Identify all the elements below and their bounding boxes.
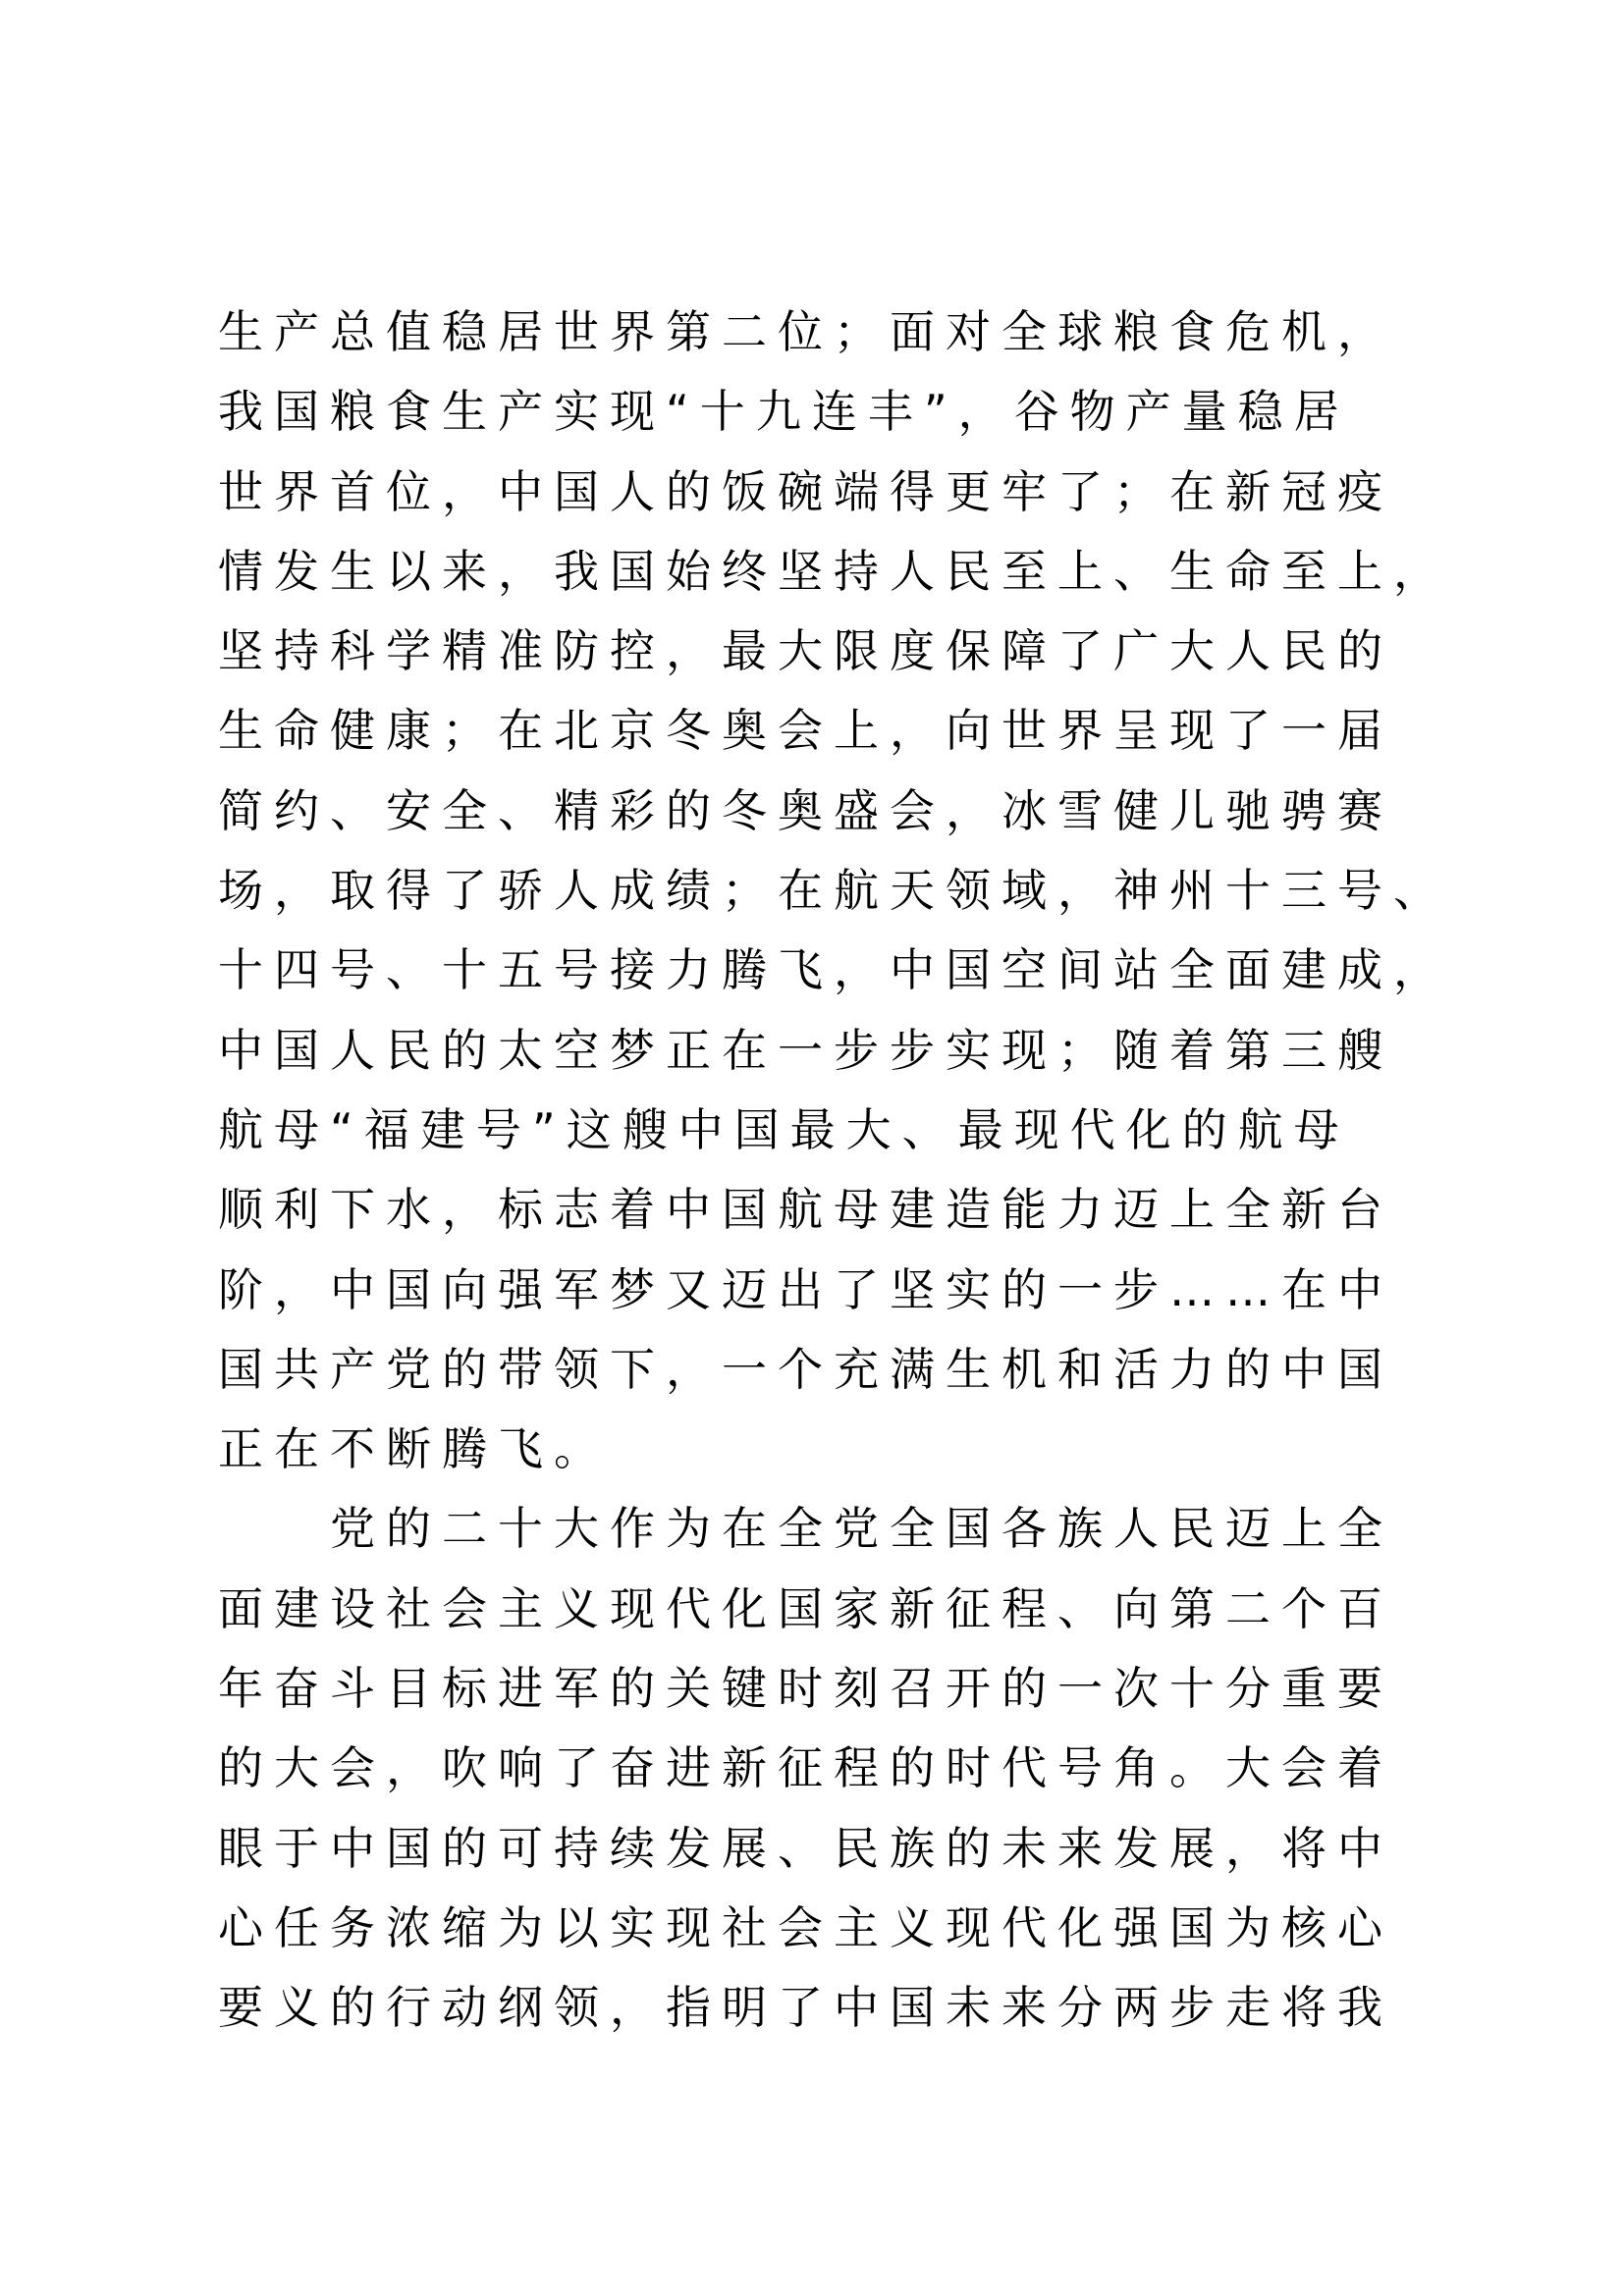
text-line: 生产总值稳居世界第二位；面对全球粮食危机， [218,305,1393,358]
text-line: 我国粮食生产实现“十九连丰”，谷物产量稳居 [218,385,1350,439]
text-line: 坚持科学精准防控，最大限度保障了广大人民的 [218,624,1393,678]
text-line: 场，取得了骄人成绩；在航天领域，神州十三号、 [218,864,1449,918]
text-line: 国共产党的带领下，一个充满生机和活力的中国 [218,1342,1393,1396]
text-line: 顺利下水，标志着中国航母建造能力迈上全新台 [218,1183,1393,1237]
text-line: 生命健康；在北京冬奥会上，向世界呈现了一届 [218,704,1393,758]
text-line: 情发生以来，我国始终坚持人民至上、生命至上， [218,544,1449,598]
paragraph-first-line: 党的二十大作为在全党全国各族人民迈上全 [330,1502,1393,1556]
body-text [218,293,1449,2049]
text-line: 眼于中国的可持续发展、民族的未来发展，将中 [218,1821,1393,1875]
text-line: 的大会，吹响了奋进新征程的时代号角。大会着 [218,1741,1393,1795]
text-line: 正在不断腾飞。 [218,1422,610,1476]
text-line: 阶，中国向强军梦又迈出了坚实的一步……在中 [218,1262,1393,1316]
text-line: 中国人民的太空梦正在一步步实现；随着第三艘 [218,1023,1393,1077]
text-line: 十四号、十五号接力腾飞，中国空间站全面建成， [218,943,1449,997]
text-line: 面建设社会主义现代化国家新征程、向第二个百 [218,1581,1393,1635]
text-line: 简约、安全、精彩的冬奥盛会，冰雪健儿驰骋赛 [218,783,1393,837]
text-line: 航母“福建号”这艘中国最大、最现代化的航母 [218,1102,1350,1156]
text-line: 世界首位，中国人的饭碗端得更牢了；在新冠疫 [218,464,1393,518]
text-line: 心任务浓缩为以实现社会主义现代化强国为核心 [218,1900,1393,1954]
text-line: 要义的行动纲领，指明了中国未来分两步走将我 [218,1981,1393,2035]
text-line: 年奋斗目标进军的关键时刻召开的一次十分重要 [218,1662,1393,1716]
